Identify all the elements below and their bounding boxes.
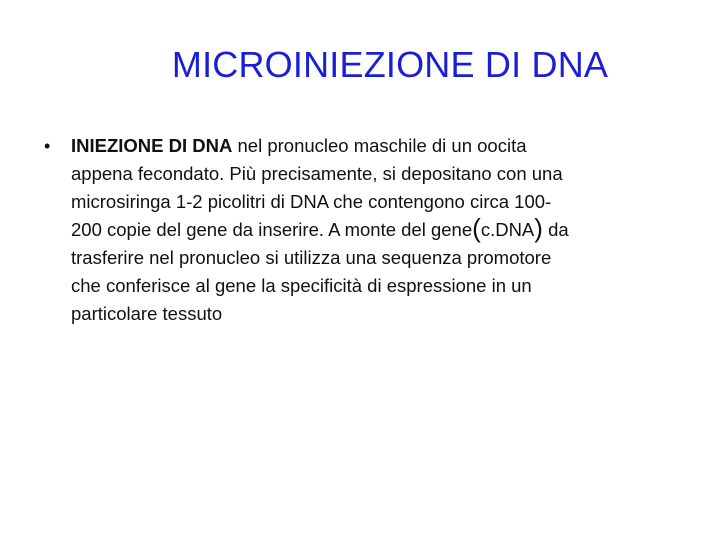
open-parenthesis: ( (472, 213, 481, 243)
bullet-line-7: particolare tessuto (71, 303, 223, 324)
bullet-line-2: appena fecondato. Più precisamente, si depositano con una (71, 163, 563, 184)
cdna-text: c.DNA (480, 219, 535, 240)
bullet-item (44, 132, 684, 328)
bullet-line-1 (71, 132, 684, 160)
bullet-line-4 (71, 213, 684, 244)
bullet-dot-icon: • (44, 136, 51, 156)
slide-body (44, 132, 684, 328)
slide-title: MICROINIEZIONE DI DNA (171, 44, 609, 85)
bullet-lead-text: INIEZIONE DI DNA (71, 135, 233, 156)
bullet-line-4-start: 200 copie del gene da inserire. A monte del gene (71, 219, 473, 240)
bullet-line-3: microsiringa 1-2 picolitri di DNA che contengono circa 100- (71, 191, 552, 212)
close-parenthesis: ) (534, 213, 543, 243)
bullet-line-6: che conferisce al gene la specificità di espressione in un (71, 275, 532, 296)
bullet-line-5: trasferire nel pronucleo si utilizza una sequenza promotore (71, 247, 552, 268)
bullet-line-1-text: nel pronucleo maschile di un oocita (232, 135, 527, 156)
bullet-line-4-end: da (542, 219, 569, 240)
